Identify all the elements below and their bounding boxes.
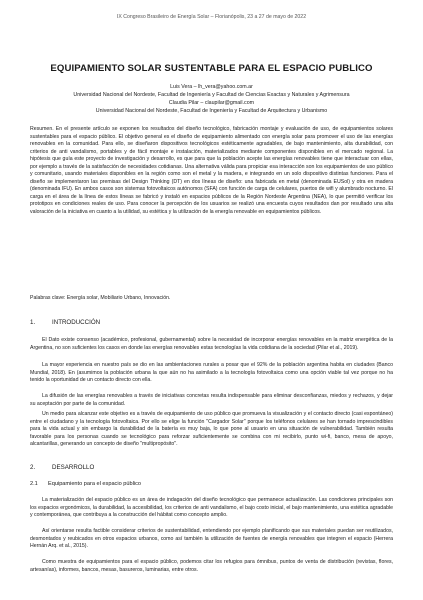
affiliation-2: Universidad Nacional del Nordeste, Facultad de Ingeniería y Facultad de Arquitectura y Urbanismo	[95, 108, 328, 115]
section-heading-desarrollo	[30, 464, 94, 471]
intro-paragraph-1: El Dato existe consenso (académico, profesional, gubernamental) sobre la necesidad de incorporar energías renovables en la matriz energética de la Argentina, no son suficientes los casos en donde las energías renovables estas tecnologías la vida cotidiana de la sociedad (Pilar et al., 2019).	[30, 337, 393, 351]
subsection-heading	[30, 481, 141, 487]
subsection-title: Equipamiento para el espacio público	[48, 481, 141, 487]
section-number: 2.	[30, 464, 36, 471]
dev-paragraph-3: Como muestra de equipamientos para el espacio público, podemos citar los refugios para ómnibus, puntos de venta de distribución (revistas, flores, artesanías), informes, bancos, mesas, basureros, luminarias, entre otros.	[30, 559, 393, 573]
subsection-number: 2.1	[30, 481, 38, 487]
dev-paragraph-1: La materialización del espacio público es un área de indagación del diseño tecnológico que permanece actualización. Las condiciones principales son los espacios ergonómicos, la durabilidad, la accesibilidad, los criterios de anti vandalismo, el bajo costo inicial, el bajo mantenimiento, una estética agradable y contemporánea, que contribuya a la construcción del hábitat como concepto amplio.	[30, 497, 393, 519]
section-number: 1.	[30, 319, 36, 326]
section-title: DESARROLLO	[52, 464, 95, 471]
affiliation-1: Universidad Nacional del Nordeste, Facultad de Ingeniería y Facultad de Ciencias Exactas y Naturales y Agrimensura	[73, 92, 350, 99]
author-2: Claudia Pilar – claupilar@gmail.com	[168, 100, 255, 107]
intro-paragraph-2: La mayor experiencia en nuestro país se dio en las ambientaciones rurales a posar que el 92% de la población argentina habita en ciudades (Banco Mundial, 2018). En (asumimos la población urbana la que aún no ha asimilado a la tecnología fotovoltaica como una opción viable tal vez porque no ha tenido la oportunidad de un contacto directo con ella.	[30, 362, 393, 384]
keywords: Palabras clave: Energía solar, Mobiliario Urbano, Innovación.	[30, 295, 171, 301]
running-header: IX Congreso Brasileiro de Energía Solar – Florianópolis, 23 a 27 de mayo de 2022	[116, 14, 307, 20]
author-block	[14, 83, 409, 115]
author-1: Luis Vera – lh_vera@yahoo.com.ar	[170, 84, 253, 90]
dev-paragraph-2: Así orientarse resulta factible considerar criterios de sustentabilidad, entendiendo por ejemplo planificando que sus materiales puedan ser reutilizados, desmontados y reubicados en otros espacios urbanos, como así también la utilización de fuentes de energía renovables que integren el espacio (Herrera Hernán Arq. et al., 2015).	[30, 528, 393, 550]
section-heading-introduccion	[30, 319, 100, 326]
intro-paragraph-3: La difusión de las energías renovables a través de iniciativas concretas resulta indispensable para eliminar desconfianzas, miedos y rechazos, y dejar su aceptación por parte de la comunidad.	[30, 393, 393, 407]
intro-paragraph-4: Un medio para alcanzar este objetivo es a través de equipamiento de uso público que promueva la visualización y el contacto directo (casi espontáneo) entre el ciudadano y la tecnología fotovoltaica. Por ello se elige la función "Cargador Solar" porque los teléfonos celulares se han tornado imprescindibles para la vida actual y sin embargo la durabilidad de la batería es muy baja, lo que pone al usuario en una situación de vulnerabilidad. También resulta favorable para los personas cuando se tecnológico para reforzar suficientemente se combina con mi recibirlo, punto wi-fi, banco, mesa de apoyo, alcantarillas, generando un concepto de diseño "multipropósito".	[30, 411, 393, 448]
abstract: Resumen. En el presente artículo se exponen los resultados del diseño tecnológico, fabricación montaje y evaluación de uso, de equipamientos solares sustentables para el espacio público. El objetivo general es el diseño de equipamiento alimentado con energía solar para promover el uso de las energías renovables en la comunidad. Para ello, se diseñaron dispositivos tecnológicos estéticamente agradables, de bajo mantenimiento, alta durabilidad, con criterios de anti vandalismo, portables y de fácil montaje e instalación, materializados mediante componentes disponibles en el mercado regional. La hipótesis que guía este proyecto de investigación y desarrollo, es que para que la población acepte las energías renovables tiene que interactuar con ellas, por ejemplo a través de la satisfacción de necesidades cotidianas. Una alternativa válida para propiciar esa interacción son los equipamientos de uso público y comunitario, usando materiales disponibles en la región como son el metal y la madera, e integrando en un solo dispositivo distintas funciones. Para el diseño se implementaron las premisas del Design Thinking (DT) en dos líneas de diseño: una fabricada en metal (denominada EUSol) y otra en madera (denominada IFU). En ambos casos son sistemas fotovoltaicos autónomos (SFA) con función de carga de celulares, puertos de wifi y alumbrado nocturno. El carga en el área de la línea de estos líneas se fabricó y instaló en espacios públicos de la Región Nordeste Argentina (NEA), lo que permitió verificar los prototipos en condiciones reales de uso. Para conocer la percepción de los usuarios se realizó una encuesta cuyos resultados dan por resultado una alta valoración de la iniciativa en cuanto a la utilidad, su estética y la utilización de la energía renovable en equipamientos públicos.	[30, 126, 393, 216]
paper-title: EQUIPAMIENTO SOLAR SUSTENTABLE PARA EL ESPACIO PUBLICO	[50, 63, 373, 74]
section-title: INTRODUCCIÓN	[52, 319, 101, 326]
